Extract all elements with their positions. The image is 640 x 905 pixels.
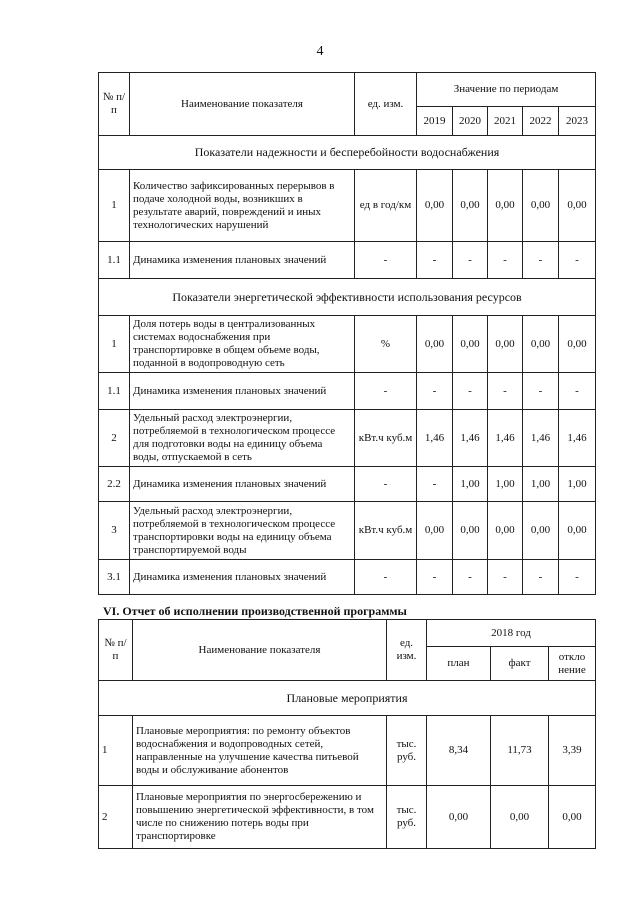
row-value: - (453, 373, 488, 410)
section-header-row (99, 136, 596, 170)
row-value: - (417, 373, 453, 410)
header-num: № п/п (99, 73, 130, 136)
row-value: 1,46 (453, 410, 488, 467)
table-row (99, 316, 596, 373)
row-number: 2 (99, 786, 133, 849)
header-unit: ед. изм. (387, 620, 427, 681)
row-name: Динамика изменения плановых значений (130, 242, 355, 279)
row-name: Динамика изменения плановых значений (130, 560, 355, 595)
header-num: № п/п (99, 620, 133, 681)
table-row (99, 502, 596, 560)
row-unit: % (355, 316, 417, 373)
row-unit: тыс. руб. (387, 716, 427, 786)
report-table (98, 619, 596, 849)
row-value: 0,00 (559, 502, 596, 560)
row-value: - (523, 560, 559, 595)
row-unit: тыс. руб. (387, 786, 427, 849)
row-value: 1,00 (453, 467, 488, 502)
table-row (99, 786, 596, 849)
row-number: 1 (99, 716, 133, 786)
row-value: 1,46 (417, 410, 453, 467)
section-vi-title: VI. Отчет об исполнении производственной программы (103, 604, 407, 618)
section-header-row (99, 681, 596, 716)
row-value: 0,00 (559, 170, 596, 242)
row-value: 0,00 (559, 316, 596, 373)
row-unit: - (355, 467, 417, 502)
row-value: 1,00 (559, 467, 596, 502)
table-row (99, 373, 596, 410)
table-row (99, 410, 596, 467)
row-value: - (488, 373, 523, 410)
row-value: 3,39 (549, 716, 596, 786)
row-value: 0,00 (417, 502, 453, 560)
header-name: Наименование показателя (133, 620, 387, 681)
row-name: Динамика изменения плановых значений (130, 467, 355, 502)
row-value: - (417, 242, 453, 279)
row-unit: кВт.ч куб.м (355, 410, 417, 467)
row-number: 3.1 (99, 560, 130, 595)
row-value: 1,46 (559, 410, 596, 467)
row-unit: кВт.ч куб.м (355, 502, 417, 560)
row-value: 1,00 (523, 467, 559, 502)
row-value: - (523, 373, 559, 410)
table-row (99, 716, 596, 786)
row-name: Плановые мероприятия по энергосбережению и повышению энергетической эффективности, в том числе по снижению потерь воды при транспортировке (133, 786, 387, 849)
table-row (99, 467, 596, 502)
row-value: 0,00 (488, 170, 523, 242)
row-value: 0,00 (453, 502, 488, 560)
row-value: 0,00 (453, 170, 488, 242)
row-value: - (523, 242, 559, 279)
row-value: 0,00 (549, 786, 596, 849)
row-value: 0,00 (427, 786, 491, 849)
row-value: 0,00 (488, 316, 523, 373)
header-year: 2023 (559, 107, 596, 136)
table-row (99, 560, 596, 595)
header-year: 2019 (417, 107, 453, 136)
row-value: - (559, 560, 596, 595)
row-value: 0,00 (417, 170, 453, 242)
header-row (99, 620, 596, 647)
header-unit: ед. изм. (355, 73, 417, 136)
row-name: Динамика изменения плановых значений (130, 373, 355, 410)
section-title: Показатели энергетической эффективности использования ресурсов (99, 279, 596, 316)
row-value: 1,00 (488, 467, 523, 502)
row-value: 1,46 (523, 410, 559, 467)
row-value: - (559, 373, 596, 410)
header-year: 2021 (488, 107, 523, 136)
row-number: 2 (99, 410, 130, 467)
row-unit: - (355, 373, 417, 410)
header-periods: Значение по периодам (417, 73, 596, 107)
row-value: 0,00 (417, 316, 453, 373)
section-title: Показатели надежности и бесперебойности водоснабжения (99, 136, 596, 170)
section-header-row (99, 279, 596, 316)
header-col: план (427, 647, 491, 681)
row-number: 1.1 (99, 242, 130, 279)
row-unit: ед в год/км (355, 170, 417, 242)
row-name: Количество зафиксированных перерывов в подаче холодной воды, возникших в результате аварий, повреждений и иных технологических нарушений (130, 170, 355, 242)
row-value: 8,34 (427, 716, 491, 786)
row-value: 0,00 (453, 316, 488, 373)
header-col: откло нение (549, 647, 596, 681)
row-value: 0,00 (523, 170, 559, 242)
row-name: Плановые мероприятия: по ремонту объектов водоснабжения и водопроводных сетей, направленные на улучшение качества питьевой воды и обслуживание абонентов (133, 716, 387, 786)
row-value: 0,00 (523, 502, 559, 560)
row-value: 0,00 (491, 786, 549, 849)
indicators-table (98, 72, 596, 595)
row-name: Удельный расход электроэнергии, потребляемой в технологическом процессе транспортировки воды на единицу объема транспортируемой воды (130, 502, 355, 560)
row-value: 0,00 (523, 316, 559, 373)
row-number: 1.1 (99, 373, 130, 410)
row-value: - (453, 242, 488, 279)
row-name: Доля потерь воды в централизованных системах водоснабжения при транспортировке в общем объеме воды, поданной в водопроводную сеть (130, 316, 355, 373)
row-value: 1,46 (488, 410, 523, 467)
row-value: 0,00 (488, 502, 523, 560)
table-row (99, 170, 596, 242)
header-col: факт (491, 647, 549, 681)
row-value: - (488, 242, 523, 279)
row-number: 1 (99, 170, 130, 242)
row-number: 2.2 (99, 467, 130, 502)
row-number: 3 (99, 502, 130, 560)
header-name: Наименование показателя (130, 73, 355, 136)
row-value: - (559, 242, 596, 279)
row-value: 11,73 (491, 716, 549, 786)
header-row (99, 73, 596, 107)
table-row (99, 242, 596, 279)
row-unit: - (355, 242, 417, 279)
row-name: Удельный расход электроэнергии, потребляемой в технологическом процессе для подготовки воды на единицу объема воды, отпускаемой в сеть (130, 410, 355, 467)
row-value: - (488, 560, 523, 595)
row-unit: - (355, 560, 417, 595)
page-number: 4 (316, 44, 324, 59)
header-year: 2018 год (427, 620, 596, 647)
row-value: - (453, 560, 488, 595)
row-value: - (417, 560, 453, 595)
section-title: Плановые мероприятия (99, 681, 596, 716)
header-year: 2020 (453, 107, 488, 136)
header-year: 2022 (523, 107, 559, 136)
row-number: 1 (99, 316, 130, 373)
row-value: - (417, 467, 453, 502)
